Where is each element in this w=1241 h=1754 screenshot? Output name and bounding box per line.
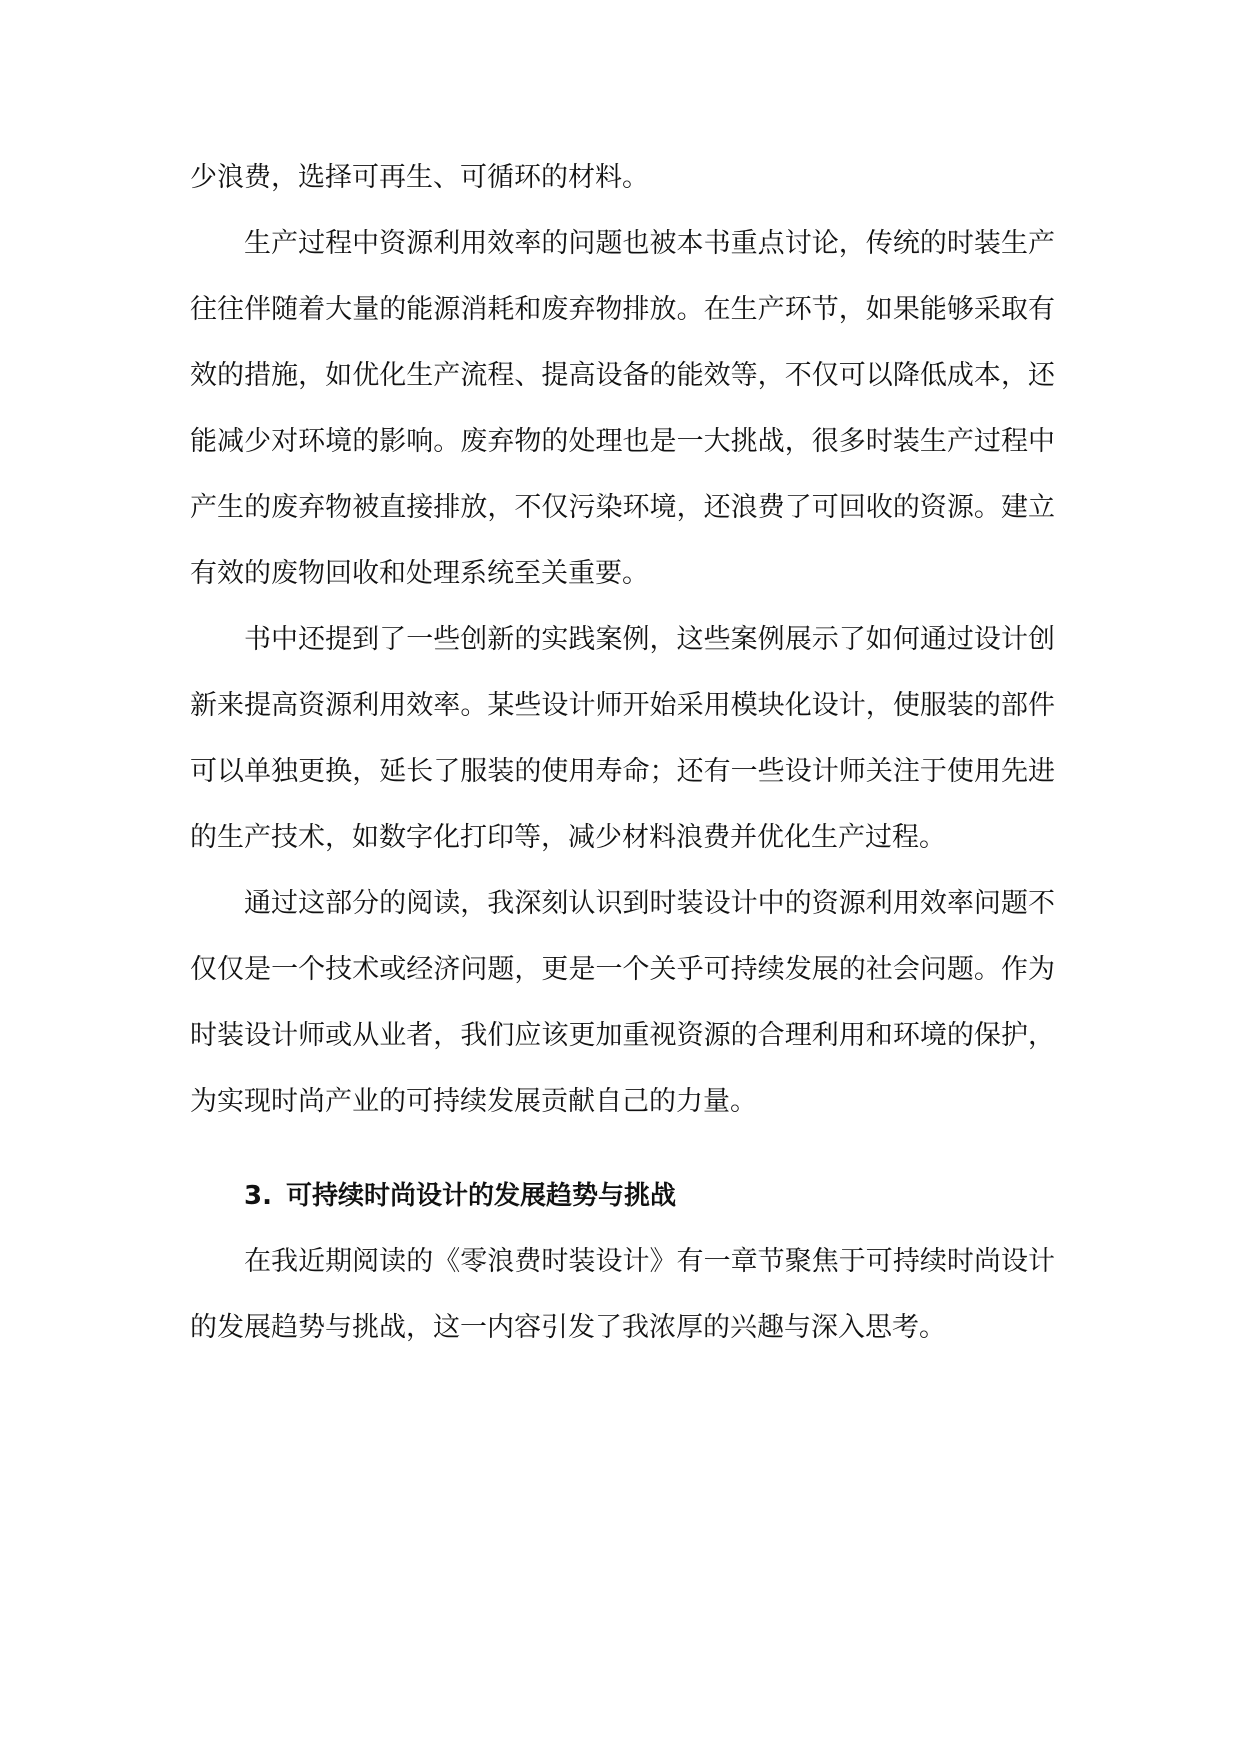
paragraph-production-efficiency: 生产过程中资源利用效率的问题也被本书重点讨论，传统的时装生产往往伴随着大量的能源消耗和废弃物排放。在生产环节，如果能够采取有效的措施，如优化生产流程、提高设备的能效等，不仅可以降低成本，还能减少对环境的影响。废弃物的处理也是一大挑战，很多时装生产过程中产生的废弃物被直接排放，不仅污染环境，还浪费了可回收的资源。建立有效的废物回收和处理系统至关重要。 — [190, 228, 1055, 589]
document-body — [190, 145, 1055, 1361]
section-title: 可持续时尚设计的发展趋势与挑战 — [285, 1181, 676, 1211]
paragraph-section-intro: 在我近期阅读的《零浪费时装设计》有一章节聚焦于可持续时尚设计的发展趋势与挑战，这一内容引发了我浓厚的兴趣与深入思考。 — [190, 1246, 1055, 1343]
paragraph-reflection: 通过这部分的阅读，我深刻认识到时装设计中的资源利用效率问题不仅仅是一个技术或经济问题，更是一个关乎可持续发展的社会问题。作为时装设计师或从业者，我们应该更加重视资源的合理利用和环境的保护，为实现时尚产业的可持续发展贡献自己的力量。 — [190, 888, 1055, 1117]
section-number: 3. — [244, 1181, 272, 1211]
paragraph-innovation-cases: 书中还提到了一些创新的实践案例，这些案例展示了如何通过设计创新来提高资源利用效率。某些设计师开始采用模块化设计，使服装的部件可以单独更换，延长了服装的使用寿命；还有一些设计师关注于使用先进的生产技术，如数字化打印等，减少材料浪费并优化生产过程。 — [190, 624, 1055, 853]
paragraph-continuation: 少浪费，选择可再生、可循环的材料。 — [190, 162, 649, 193]
section-heading — [190, 1163, 1055, 1229]
